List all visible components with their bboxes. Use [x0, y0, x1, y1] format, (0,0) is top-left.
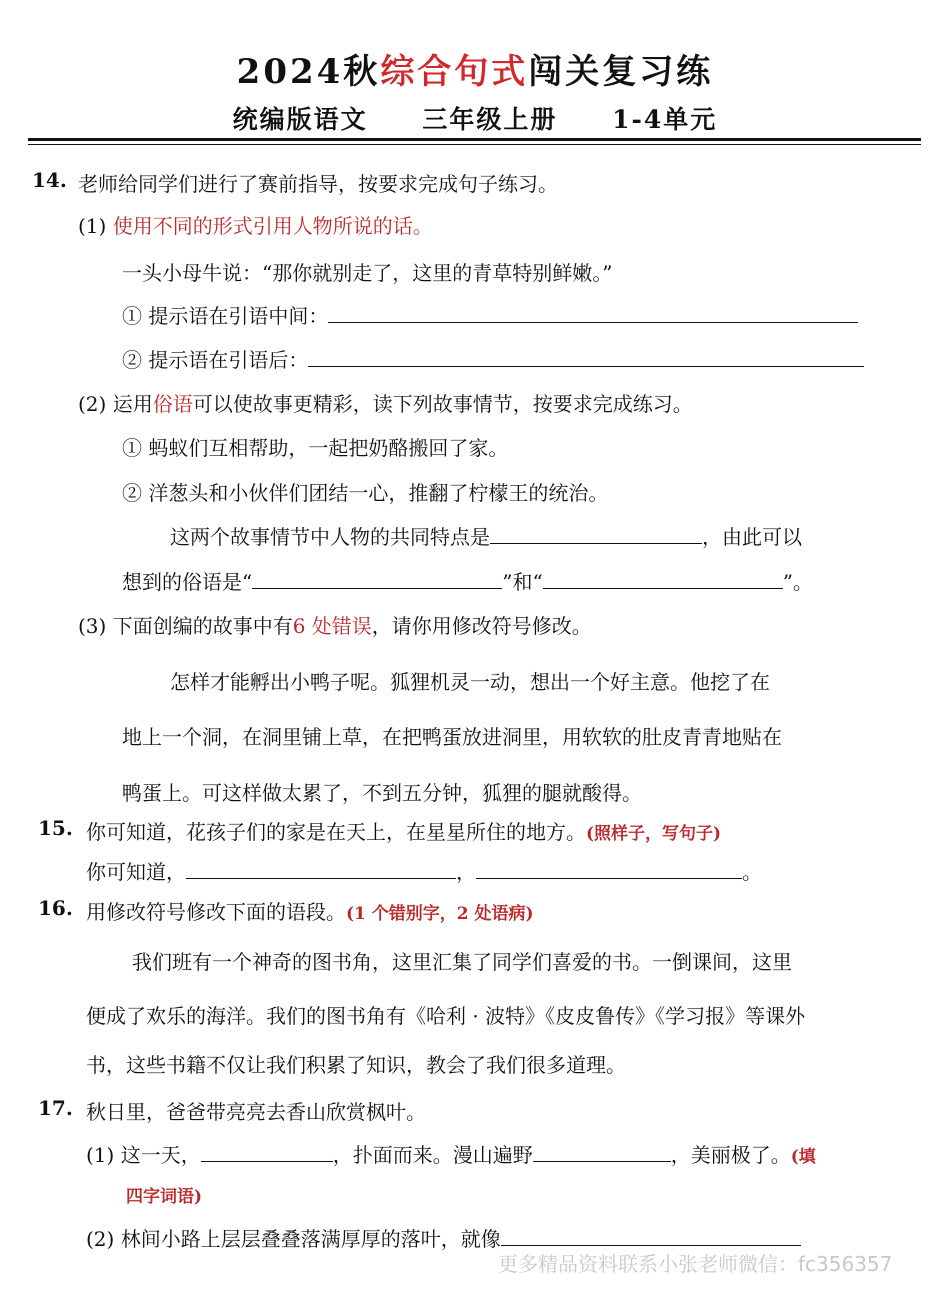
question-17-number: 17. — [38, 1096, 73, 1120]
question-15-stem: 你可知道，花孩子们的家是在天上，在星星所住的地方。(照样子，写句子) — [86, 820, 722, 844]
header-rule-thin — [28, 144, 921, 145]
q14-part2-highlight: 俗语 — [152, 392, 193, 416]
question-17-stem: 秋日里，爸爸带亮亮去香山欣赏枫叶。 — [86, 1100, 426, 1124]
q14-item1-answer-blank[interactable] — [328, 304, 858, 323]
q14-proverb-blank-1[interactable] — [252, 570, 502, 589]
subtitle-subject: 统编版语文 — [232, 105, 368, 134]
watermark-text: 更多精品资料联系小张老师微信：fc356357 — [498, 1252, 893, 1276]
q14-part1-instruction: 使用不同的形式引用人物所说的话。 — [112, 214, 433, 238]
question-15-number: 15. — [38, 816, 73, 840]
question-16-stem: 用修改符号修改下面的语段。(1 个错别字，2 处语病) — [86, 900, 534, 924]
q15-blank-2[interactable] — [476, 860, 742, 879]
q17-part1-line: (1) 这一天， ，扑面而来。漫山遍野 ，美丽极了。(填 — [86, 1143, 816, 1167]
q17-blank-1[interactable] — [201, 1143, 333, 1162]
q14-part1-quote: 一头小母牛说：“那你就别走了，这里的青草特别鲜嫩。” — [122, 261, 613, 285]
q17-blank-3[interactable] — [501, 1227, 801, 1246]
q17-part2-line: (2) 林间小路上层层叠叠落满厚厚的落叶，就像 — [86, 1223, 801, 1252]
question-14-stem: 老师给同学们进行了赛前指导，按要求完成句子练习。 — [78, 172, 558, 196]
q16-para-line3: 书，这些书籍不仅让我们积累了知识，教会了我们很多道理。 — [86, 1053, 626, 1077]
q17-note-a: (填 — [790, 1147, 816, 1167]
q14-item2-answer-blank[interactable] — [308, 348, 864, 367]
q16-para-line2: 便成了欢乐的海洋。我们的图书角有《哈利 · 波特》《皮皮鲁传》《学习报》等课外 — [86, 1004, 806, 1028]
q14-story-line1: 怎样才能孵出小鸭子呢。狐狸机灵一动，想出一个好主意。他挖了在 — [170, 670, 770, 694]
q14-part2-line1: 这两个故事情节中人物的共同特点是 ，由此可以 — [170, 525, 802, 549]
question-15-note: (照样子，写句子) — [586, 824, 722, 844]
question-16-note: (1 个错别字，2 处语病) — [346, 904, 534, 924]
subtitle-grade: 三年级上册 — [422, 105, 558, 134]
question-16-number: 16. — [38, 896, 73, 920]
q14-part1-line: (1) 使用不同的形式引用人物所说的话。 — [78, 214, 433, 238]
q17-blank-2[interactable] — [533, 1143, 671, 1162]
q14-part3-highlight: 6 处错误 — [292, 614, 372, 638]
q15-blank-1[interactable] — [186, 860, 456, 879]
q14-story-line2: 地上一个洞，在洞里铺上草，在把鸭蛋放进洞里，用软软的肚皮青青地贴在 — [122, 725, 782, 749]
page-title: 2024秋综合句式闯关复习练 — [236, 52, 714, 92]
q14-part2-item1: ① 蚂蚁们互相帮助，一起把奶酪搬回了家。 — [122, 436, 509, 460]
question-14-number: 14. — [32, 168, 67, 192]
q14-part1-item2: ② 提示语在引语后： — [122, 344, 864, 373]
q14-proverb-blank-2[interactable] — [543, 570, 783, 589]
q14-part2-line2: 想到的俗语是“ ”和“ ”。 — [122, 570, 813, 594]
header-rule-thick — [28, 138, 921, 141]
q14-part2-line: (2) 运用俗语可以使故事更精彩，读下列故事情节，按要求完成练习。 — [78, 392, 693, 416]
q15-answer-line: 你可知道， ， 。 — [86, 860, 762, 884]
q14-trait-blank[interactable] — [490, 525, 702, 544]
q17-note-b: 四字词语) — [126, 1187, 203, 1207]
subtitle-units: 1-4单元 — [612, 105, 718, 134]
q14-part2-item2: ② 洋葱头和小伙伴们团结一心，推翻了柠檬王的统治。 — [122, 481, 609, 505]
q14-part3-line: (3) 下面创编的故事中有6 处错误，请你用修改符号修改。 — [78, 614, 592, 638]
page-subtitle — [0, 100, 950, 136]
q14-part1-item1: ① 提示语在引语中间： — [122, 300, 858, 329]
title-highlight: 综合句式 — [380, 52, 529, 92]
q14-story-line3: 鸭蛋上。可这样做太累了，不到五分钟，狐狸的腿就酸得。 — [122, 781, 642, 805]
q16-para-line1: 我们班有一个神奇的图书角，这里汇集了同学们喜爱的书。一倒课间，这里 — [132, 950, 792, 974]
